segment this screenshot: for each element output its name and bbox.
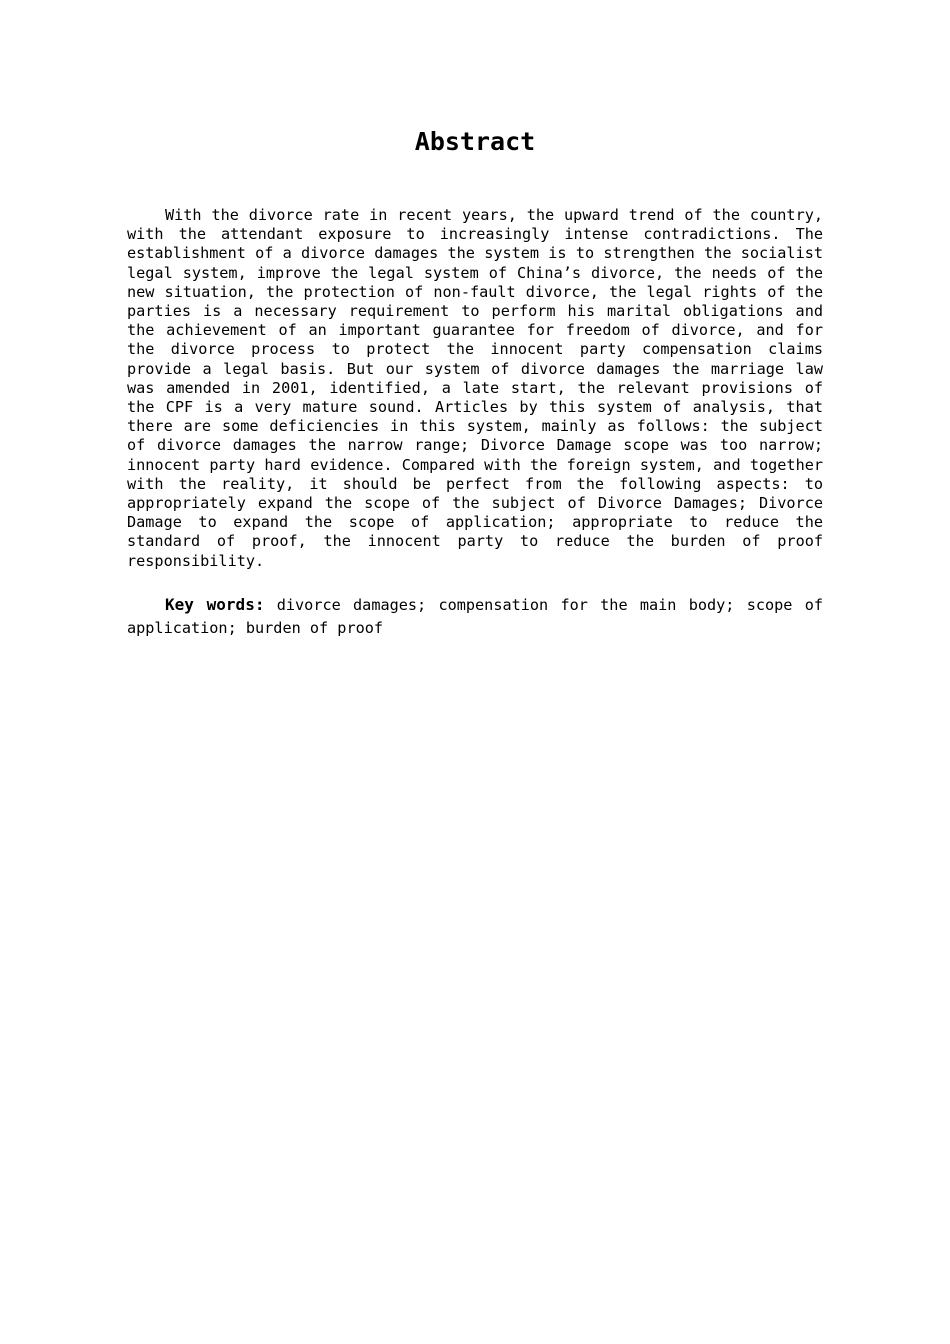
keywords-text: divorce damages; compensation for the main body; scope of application; burden of proof [127, 595, 823, 637]
abstract-body: With the divorce rate in recent years, the upward trend of the country, with the attendant exposure to increasingly intense contradictions. The establishment of a divorce damages the system is to strengthen the socialist legal system, improve the legal system of China’s divorce, the needs of the new situation, the protection of non-fault divorce, the legal rights of the parties is a necessary requirement to perform his marital obligations and the achievement of an important guarantee for freedom of divorce, and for the divorce process to protect the innocent party compensation claims provide a legal basis. But our system of divorce damages the marriage law was amended in 2001, identified, a late start, the relevant provisions of the CPF is a very mature sound. Articles by this system of analysis, that there are some deficiencies in this system, mainly as follows: the subject of divorce damages the narrow range; Divorce Damage scope was too narrow; innocent party hard evidence. Compared with the foreign system, and together with the reality, it should be perfect from the following aspects: to appropriately expand the scope of the subject of Divorce Damages; Divorce Damage to expand the scope of application; appropriate to reduce the standard of proof, the innocent party to reduce the burden of proof responsibility. [127, 206, 823, 570]
keywords-label: Key words: [165, 594, 265, 614]
keywords-paragraph [127, 593, 823, 640]
abstract-page [127, 122, 823, 640]
abstract-title: Abstract [414, 127, 536, 156]
